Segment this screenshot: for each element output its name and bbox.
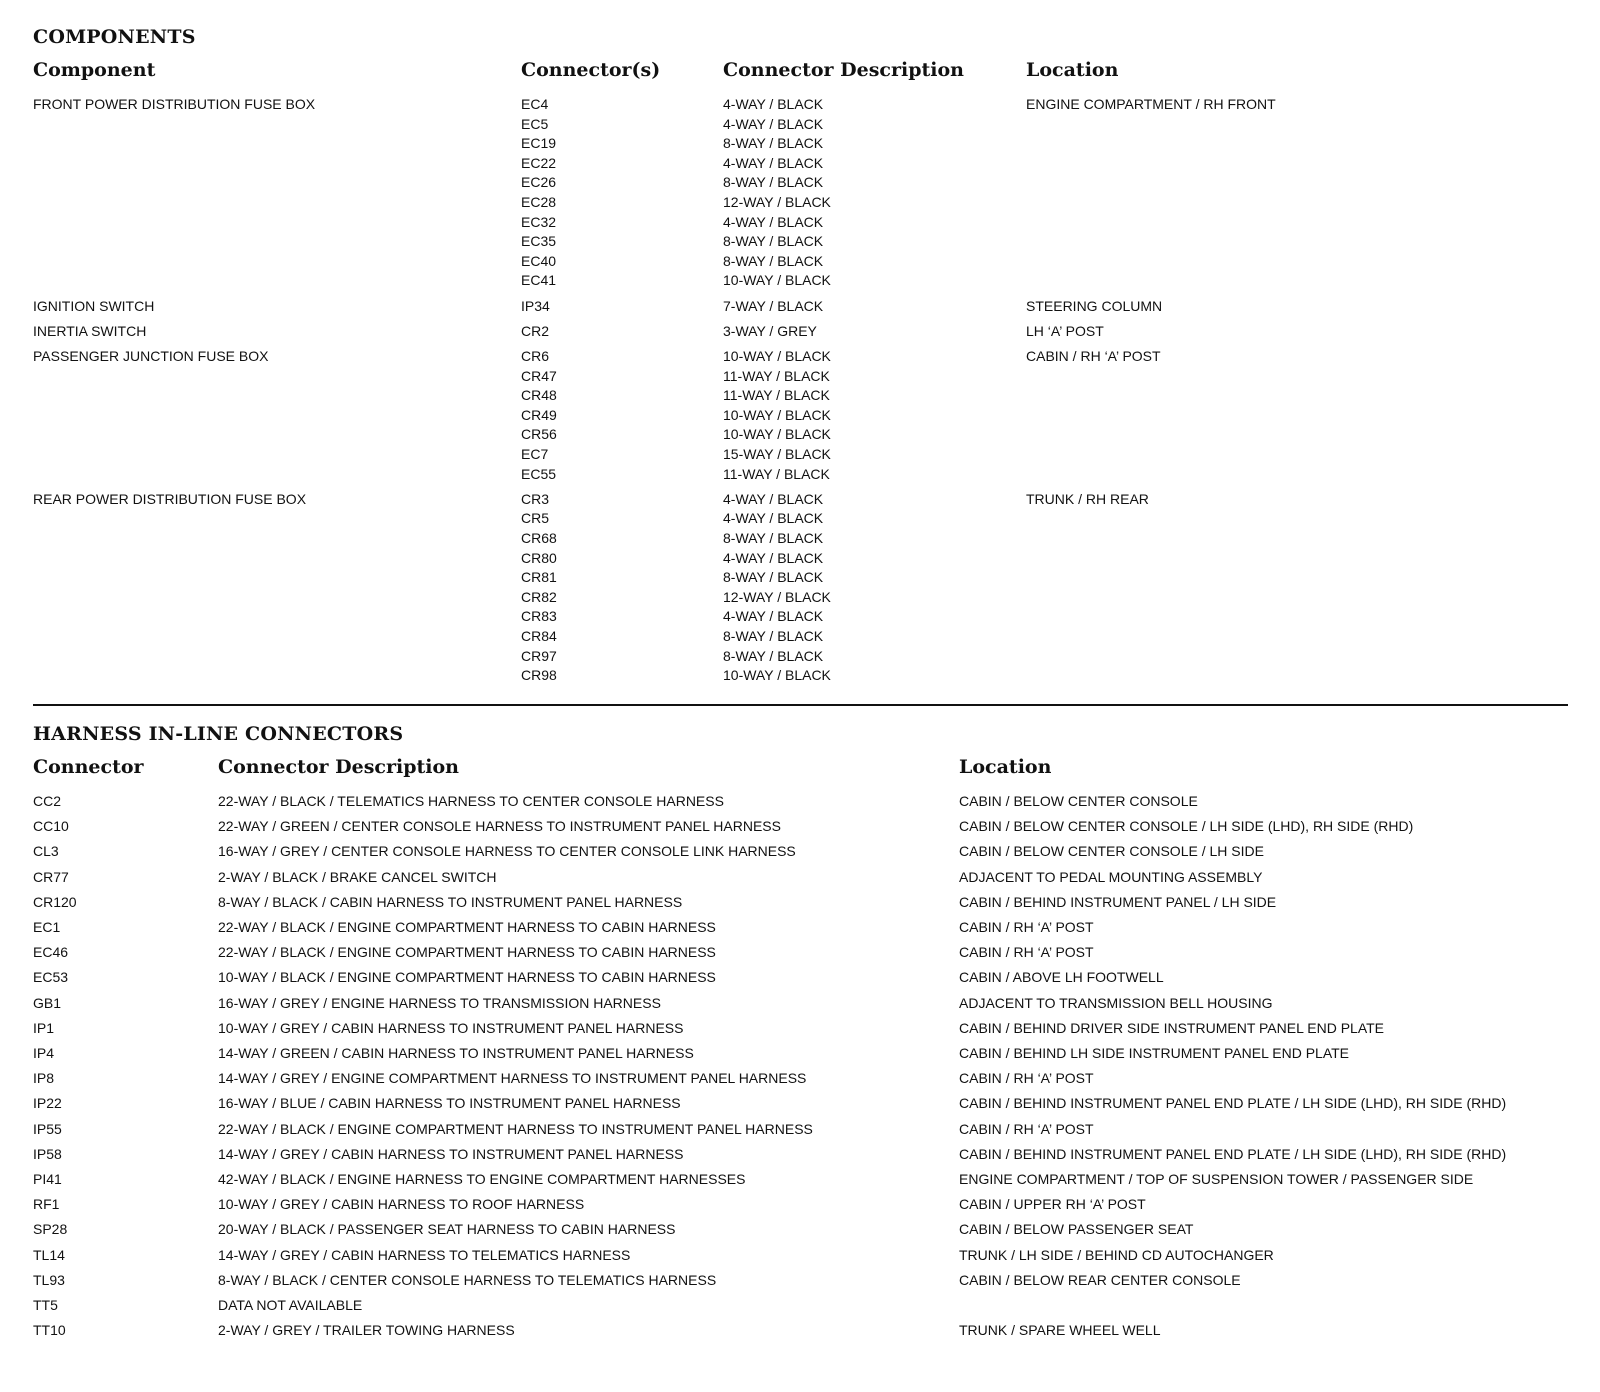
component-name: PASSENGER JUNCTION FUSE BOX: [33, 348, 269, 364]
harness-connector-location: CABIN / RH ‘A’ POST: [959, 1120, 1094, 1137]
harness-connector-description: 22-WAY / BLACK / ENGINE COMPARTMENT HARNESS TO CABIN HARNESS: [218, 919, 716, 935]
connector-description: 8-WAY / BLACK: [723, 647, 824, 664]
component-location: LH ‘A’ POST: [1026, 322, 1104, 339]
connector-description: 10-WAY / BLACK: [723, 426, 831, 443]
harness-connector-description: 10-WAY / GREY / CABIN HARNESS TO INSTRUMENT PANEL HARNESS: [218, 1019, 684, 1036]
harness-row: [33, 994, 1568, 1019]
connector-description: 4-WAY / BLACK: [723, 115, 824, 132]
harness-column-header-description: Connector Description: [218, 756, 459, 778]
harness-connector-id: TT10: [33, 1322, 66, 1339]
harness-connector-location: CABIN / BELOW REAR CENTER CONSOLE: [959, 1271, 1241, 1288]
harness-connector-description: 42-WAY / BLACK / ENGINE HARNESS TO ENGINE COMPARTMENT HARNESSES: [218, 1171, 746, 1187]
connector-id: CR98: [521, 667, 557, 684]
harness-connector-description: 22-WAY / BLACK / TELEMATICS HARNESS TO CENTER CONSOLE HARNESS: [218, 793, 724, 809]
harness-row: [33, 1195, 1568, 1220]
harness-connector-id: CR120: [33, 893, 77, 910]
harness-connector-location: CABIN / RH ‘A’ POST: [959, 919, 1094, 935]
harness-row: [33, 1120, 1568, 1145]
connector-id: CR82: [521, 588, 557, 605]
harness-row: [33, 792, 1568, 817]
harness-connector-id: TT5: [33, 1297, 58, 1313]
column-header-location: Location: [1026, 59, 1119, 81]
harness-connector-description: 2-WAY / BLACK / BRAKE CANCEL SWITCH: [218, 868, 497, 885]
connector-id: CR5: [521, 510, 550, 527]
connector-id: EC4: [521, 96, 549, 112]
harness-row: [33, 1069, 1568, 1094]
connector-id: EC41: [521, 272, 557, 289]
component-location: CABIN / RH ‘A’ POST: [1026, 348, 1161, 364]
component-name: FRONT POWER DISTRIBUTION FUSE BOX: [33, 96, 316, 112]
harness-connector-location: CABIN / BEHIND DRIVER SIDE INSTRUMENT PANEL END PLATE: [959, 1019, 1385, 1036]
harness-connector-id: IP8: [33, 1070, 55, 1087]
harness-connector-id: CC10: [33, 818, 69, 835]
connector-id: CR68: [521, 529, 557, 546]
harness-connector-description: 14-WAY / GREY / ENGINE COMPARTMENT HARNESS TO INSTRUMENT PANEL HARNESS: [218, 1070, 807, 1087]
harness-connector-id: EC53: [33, 969, 69, 986]
harness-connector-description: 14-WAY / GREEN / CABIN HARNESS TO INSTRUMENT PANEL HARNESS: [218, 1045, 694, 1061]
connector-description: 3-WAY / GREY: [723, 322, 817, 339]
harness-connector-location: TRUNK / LH SIDE / BEHIND CD AUTOCHANGER: [959, 1246, 1274, 1263]
harness-connector-id: IP22: [33, 1095, 62, 1112]
connector-description: 4-WAY / BLACK: [723, 549, 824, 566]
connector-id: EC22: [521, 154, 557, 171]
connector-id: CR80: [521, 549, 557, 566]
connector-description: 7-WAY / BLACK: [723, 297, 824, 314]
harness-connector-location: ADJACENT TO PEDAL MOUNTING ASSEMBLY: [959, 868, 1263, 885]
connector-id: EC55: [521, 465, 557, 482]
connector-description: 8-WAY / BLACK: [723, 627, 824, 644]
harness-connector-description: 2-WAY / GREY / TRAILER TOWING HARNESS: [218, 1322, 515, 1339]
harness-connector-location: CABIN / RH ‘A’ POST: [959, 1070, 1094, 1087]
connector-description: 8-WAY / BLACK: [723, 569, 824, 586]
harness-connector-id: TL14: [33, 1246, 65, 1263]
connector-id: EC5: [521, 115, 549, 132]
harness-connector-description: 14-WAY / GREY / CABIN HARNESS TO TELEMATICS HARNESS: [218, 1246, 631, 1263]
harness-connector-id: EC1: [33, 919, 61, 935]
connector-description: 8-WAY / BLACK: [723, 252, 824, 269]
column-header-component: Component: [33, 59, 156, 81]
connector-description: 11-WAY / BLACK: [723, 465, 830, 482]
connector-id: CR56: [521, 426, 557, 443]
harness-row: [33, 1145, 1568, 1170]
harness-connector-description: 16-WAY / GREY / CENTER CONSOLE HARNESS TO CENTER CONSOLE LINK HARNESS: [218, 843, 796, 860]
harness-connector-location: CABIN / BELOW PASSENGER SEAT: [959, 1221, 1194, 1238]
connector-id: EC32: [521, 213, 557, 230]
connector-id: CR81: [521, 569, 557, 586]
connector-description: 15-WAY / BLACK: [723, 446, 831, 462]
harness-connector-id: PI41: [33, 1171, 62, 1187]
harness-row: [33, 943, 1568, 968]
harness-connector-id: IP55: [33, 1120, 62, 1137]
harness-row: [33, 918, 1568, 943]
harness-connector-description: 8-WAY / BLACK / CABIN HARNESS TO INSTRUMENT PANEL HARNESS: [218, 893, 683, 910]
harness-connector-id: CC2: [33, 793, 62, 809]
harness-connector-id: EC46: [33, 944, 69, 961]
harness-connector-id: IP1: [33, 1019, 55, 1036]
component-name: INERTIA SWITCH: [33, 322, 147, 339]
harness-column-header-connector: Connector: [33, 756, 144, 778]
connector-description: 8-WAY / BLACK: [723, 529, 824, 546]
harness-row: [33, 868, 1568, 893]
connector-id: CR2: [521, 322, 550, 339]
component-location: ENGINE COMPARTMENT / RH FRONT: [1026, 96, 1276, 112]
harness-connector-location: ENGINE COMPARTMENT / TOP OF SUSPENSION TOWER / PASSENGER SIDE: [959, 1171, 1474, 1187]
harness-connector-id: RF1: [33, 1196, 60, 1213]
harness-row: [33, 1271, 1568, 1296]
component-name: REAR POWER DISTRIBUTION FUSE BOX: [33, 490, 307, 507]
connector-id: IP34: [521, 297, 550, 314]
connector-description: 4-WAY / BLACK: [723, 608, 824, 625]
column-header-connector-description: Connector Description: [723, 59, 964, 81]
connector-id: EC35: [521, 233, 557, 250]
column-header-connectors: Connector(s): [521, 59, 661, 81]
connector-id: EC28: [521, 194, 557, 210]
harness-connector-description: 20-WAY / BLACK / PASSENGER SEAT HARNESS TO CABIN HARNESS: [218, 1221, 676, 1238]
connector-description: 4-WAY / BLACK: [723, 213, 824, 230]
connector-description: 12-WAY / BLACK: [723, 194, 831, 210]
harness-connector-description: 10-WAY / BLACK / ENGINE COMPARTMENT HARNESS TO CABIN HARNESS: [218, 969, 716, 986]
connector-id: EC19: [521, 135, 557, 152]
component-name: IGNITION SWITCH: [33, 297, 155, 314]
connector-id: CR83: [521, 608, 557, 625]
harness-connector-id: IP58: [33, 1145, 62, 1162]
connector-description: 4-WAY / BLACK: [723, 490, 824, 507]
connector-description: 12-WAY / BLACK: [723, 588, 831, 605]
connector-description: 10-WAY / BLACK: [723, 272, 831, 289]
harness-connector-location: ADJACENT TO TRANSMISSION BELL HOUSING: [959, 994, 1273, 1011]
connector-description: 11-WAY / BLACK: [723, 367, 830, 384]
harness-connector-location: CABIN / RH ‘A’ POST: [959, 944, 1094, 961]
harness-connector-location: CABIN / ABOVE LH FOOTWELL: [959, 969, 1164, 986]
harness-row: [33, 893, 1568, 918]
harness-connector-description: 10-WAY / GREY / CABIN HARNESS TO ROOF HARNESS: [218, 1196, 585, 1213]
harness-connector-description: 22-WAY / BLACK / ENGINE COMPARTMENT HARNESS TO CABIN HARNESS: [218, 944, 716, 961]
connector-id: EC40: [521, 252, 557, 269]
harness-column-header-location: Location: [959, 756, 1052, 778]
harness-connector-description: 8-WAY / BLACK / CENTER CONSOLE HARNESS TO TELEMATICS HARNESS: [218, 1271, 717, 1288]
connector-description: 4-WAY / BLACK: [723, 96, 824, 112]
harness-connector-location: CABIN / BELOW CENTER CONSOLE: [959, 793, 1198, 809]
harness-connector-location: CABIN / UPPER RH ‘A’ POST: [959, 1196, 1146, 1213]
connector-id: CR84: [521, 627, 557, 644]
harness-row: [33, 1094, 1568, 1119]
harness-row: [33, 817, 1568, 842]
harness-connector-id: SP28: [33, 1221, 68, 1238]
harness-connector-description: 22-WAY / GREEN / CENTER CONSOLE HARNESS TO INSTRUMENT PANEL HARNESS: [218, 818, 781, 835]
harness-row: [33, 1170, 1568, 1195]
harness-connector-location: CABIN / BEHIND INSTRUMENT PANEL / LH SIDE: [959, 893, 1277, 910]
harness-connector-id: CR77: [33, 868, 69, 885]
harness-connector-id: TL93: [33, 1271, 65, 1288]
connector-description: 4-WAY / BLACK: [723, 510, 824, 527]
section-divider: [33, 704, 1568, 706]
harness-row: [33, 1321, 1568, 1346]
connector-id: EC7: [521, 446, 549, 462]
harness-connector-location: CABIN / BEHIND INSTRUMENT PANEL END PLATE / LH SIDE (LHD), RH SIDE (RHD): [959, 1145, 1507, 1162]
component-location: TRUNK / RH REAR: [1026, 490, 1149, 507]
harness-row: [33, 1044, 1568, 1069]
harness-connector-description: DATA NOT AVAILABLE: [218, 1297, 363, 1313]
harness-connector-description: 16-WAY / GREY / ENGINE HARNESS TO TRANSMISSION HARNESS: [218, 994, 661, 1011]
connector-description: 10-WAY / BLACK: [723, 406, 831, 423]
harness-row: [33, 1296, 1568, 1321]
harness-row: [33, 1220, 1568, 1245]
connector-id: CR6: [521, 348, 550, 364]
harness-connector-id: IP4: [33, 1045, 55, 1061]
harness-connector-id: CL3: [33, 843, 59, 860]
connector-description: 10-WAY / BLACK: [723, 667, 831, 684]
harness-connector-description: 16-WAY / BLUE / CABIN HARNESS TO INSTRUMENT PANEL HARNESS: [218, 1095, 681, 1112]
harness-connector-location: CABIN / BELOW CENTER CONSOLE / LH SIDE: [959, 843, 1264, 860]
connector-description: 11-WAY / BLACK: [723, 387, 830, 404]
harness-connector-description: 14-WAY / GREY / CABIN HARNESS TO INSTRUMENT PANEL HARNESS: [218, 1145, 684, 1162]
harness-section-title: HARNESS IN-LINE CONNECTORS: [33, 723, 404, 745]
connector-id: CR3: [521, 490, 550, 507]
connector-id: CR97: [521, 647, 557, 664]
harness-connector-location: CABIN / BEHIND LH SIDE INSTRUMENT PANEL END PLATE: [959, 1045, 1350, 1061]
connector-id: EC26: [521, 174, 557, 191]
connector-id: CR49: [521, 406, 557, 423]
harness-row: [33, 842, 1568, 867]
harness-connector-location: TRUNK / SPARE WHEEL WELL: [959, 1322, 1161, 1339]
harness-connector-id: GB1: [33, 994, 62, 1011]
connector-description: 4-WAY / BLACK: [723, 154, 824, 171]
harness-connector-location: CABIN / BEHIND INSTRUMENT PANEL END PLATE / LH SIDE (LHD), RH SIDE (RHD): [959, 1095, 1507, 1112]
harness-connector-description: 22-WAY / BLACK / ENGINE COMPARTMENT HARNESS TO INSTRUMENT PANEL HARNESS: [218, 1120, 813, 1137]
harness-connector-location: CABIN / BELOW CENTER CONSOLE / LH SIDE (LHD), RH SIDE (RHD): [959, 818, 1414, 835]
connector-id: CR48: [521, 387, 557, 404]
components-section-title: COMPONENTS: [33, 26, 196, 48]
connector-id: CR47: [521, 367, 557, 384]
harness-row: [33, 968, 1568, 993]
connector-description: 10-WAY / BLACK: [723, 348, 831, 364]
harness-row: [33, 1019, 1568, 1044]
harness-row: [33, 1246, 1568, 1271]
connector-description: 8-WAY / BLACK: [723, 233, 824, 250]
connector-description: 8-WAY / BLACK: [723, 135, 824, 152]
connector-description: 8-WAY / BLACK: [723, 174, 824, 191]
component-location: STEERING COLUMN: [1026, 297, 1163, 314]
